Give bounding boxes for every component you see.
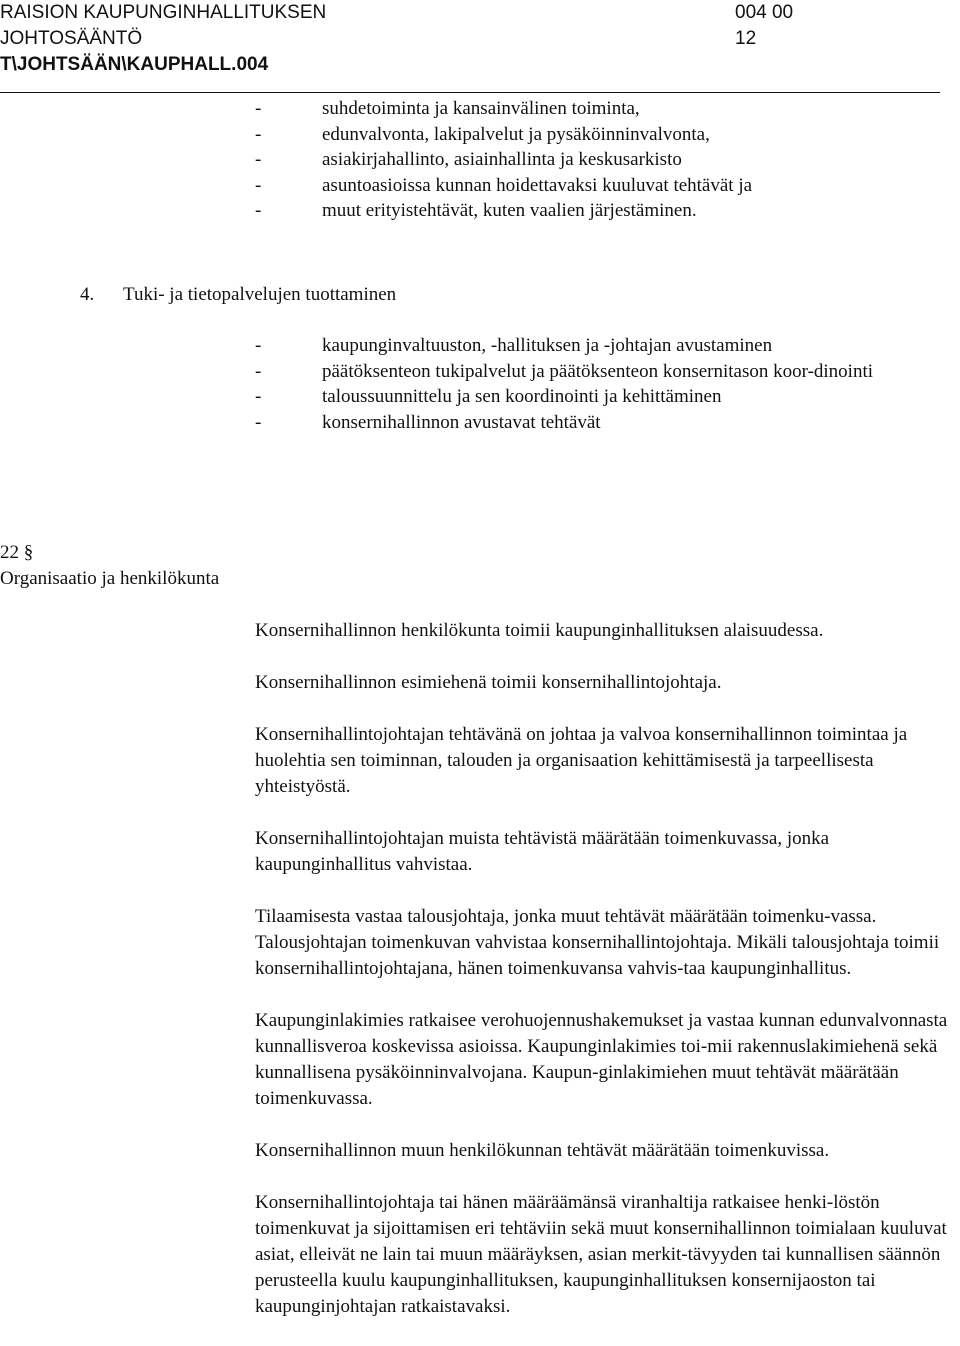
list-item-text: muut erityistehtävät, kuten vaalien järjestäminen.	[322, 200, 697, 221]
list-dash: -	[255, 98, 262, 119]
paragraph: Konsernihallinnon henkilökunta toimii kaupunginhallituksen alaisuudessa.	[255, 620, 824, 641]
header-title-line2: JOHTOSÄÄNTÖ	[0, 28, 143, 49]
list-item	[255, 173, 955, 199]
paragraph: Konsernihallintojohtajan tehtävänä on johtaa ja valvoa konsernihallinnon toimintaa ja huolehtia sen toiminnan, talouden ja organisaation kehittämisestä ja tarpeellisesta yhteistyöstä.	[255, 724, 908, 797]
section-number: 22 §	[0, 542, 34, 563]
item-4-heading	[80, 282, 396, 308]
list-dash: -	[255, 149, 262, 170]
document-header-right	[735, 0, 793, 52]
list-item-text: konsernihallinnon avustavat tehtävät	[322, 411, 601, 433]
header-doc-number: 004 00	[735, 2, 794, 23]
list-dash: -	[255, 200, 262, 221]
header-file-path: T\JOHTSÄÄN\KAUPHALL.004	[0, 54, 269, 75]
list-dash: -	[255, 123, 262, 145]
paragraph: Konsernihallintojohtajan muista tehtävistä määrätään toimenkuvassa, jonka kaupunginhallitus vahvistaa.	[255, 828, 830, 875]
list-dash: -	[255, 411, 262, 433]
list-item	[255, 198, 955, 224]
section-22-heading	[0, 540, 219, 592]
list-item	[255, 96, 955, 122]
header-title-line1: RAISION KAUPUNGINHALLITUKSEN	[0, 2, 327, 23]
list-dash: -	[255, 174, 262, 196]
list-item-text: edunvalvonta, lakipalvelut ja pysäköinninvalvonta,	[322, 123, 710, 145]
list-item-text: taloussuunnittelu ja sen koordinointi ja kehittäminen	[322, 386, 722, 407]
support-services-list	[255, 333, 955, 435]
list-item	[255, 122, 955, 148]
list-item-text: kaupunginvaltuuston, -hallituksen ja -johtajan avustaminen	[322, 335, 773, 356]
list-item-text: asuntoasioissa kunnan hoidettavaksi kuuluvat tehtävät ja	[322, 174, 753, 196]
list-dash: -	[255, 360, 262, 382]
paragraph: Tilaamisesta vastaa talousjohtaja, jonka muut tehtävät määrätään toimenku-vassa. Talousjohtajan toimenkuvan vahvistaa konsernihallintojohtaja. Mikäli talousjohtaja toimii konsernihallintojohtajana, hänen toimenkuvansa vahvis-taa kaupunginhallitus.	[255, 906, 940, 979]
list-item	[255, 359, 955, 385]
document-header	[0, 0, 326, 78]
item-4-title: Tuki- ja tietopalvelujen tuottaminen	[123, 284, 397, 305]
section-title: Organisaatio ja henkilökunta	[0, 568, 220, 589]
header-divider	[0, 92, 940, 93]
section-22-body	[255, 618, 955, 1346]
item-4-number: 4.	[80, 284, 95, 305]
paragraph: Kaupunginlakimies ratkaisee verohuojennushakemukset ja vastaa kunnan edunvalvonnasta kunnallisveroa koskevissa asioissa. Kaupunginlakimies toi-mii rakennuslakimiehenä sekä kunnallisena pysäköinninvalvojana. Kaupun-ginlakimiehen muut tehtävät määrätään toimenkuvassa.	[255, 1010, 948, 1109]
paragraph: Konsernihallinnon esimiehenä toimii konsernihallintojohtaja.	[255, 672, 722, 693]
list-dash: -	[255, 386, 262, 407]
list-dash: -	[255, 335, 262, 356]
list-item	[255, 410, 955, 436]
task-list-continued	[255, 96, 955, 224]
list-item-text: päätöksenteon tukipalvelut ja päätöksenteon konsernitason koor-dinointi	[322, 360, 874, 382]
list-item-text: asiakirjahallinto, asiainhallinta ja keskusarkisto	[322, 149, 682, 170]
list-item	[255, 147, 955, 173]
paragraph: Konsernihallintojohtaja tai hänen määräämänsä viranhaltija ratkaisee henki-löstön toimenkuvat ja sijoittamisen eri tehtäviin sekä muut konsernihallinnon toimialaan kuuluvat asiat, elleivät ne lain tai muun määräyksen, asian merkit-tävyyden tai kunnallisen säännön perusteella kuulu kaupunginhallituksen, kaupunginhallituksen konsernijaoston tai kaupunginjohtajan ratkaistavaksi.	[255, 1192, 947, 1317]
list-item-text: suhdetoiminta ja kansainvälinen toiminta,	[322, 98, 640, 119]
list-item	[255, 384, 955, 410]
list-item	[255, 333, 955, 359]
header-page-number: 12	[735, 28, 757, 49]
paragraph: Konsernihallinnon muun henkilökunnan tehtävät määrätään toimenkuvissa.	[255, 1140, 830, 1161]
